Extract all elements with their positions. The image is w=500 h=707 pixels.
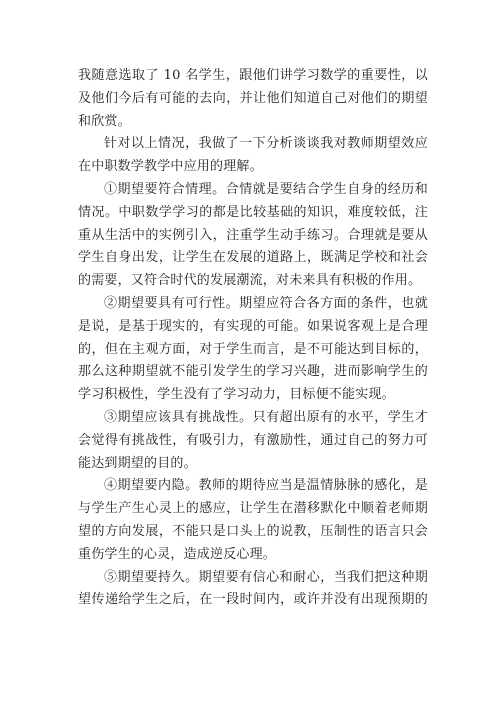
text-line: 及他们今后有可能的去向，并让他们知道自己对他们的期望: [78, 90, 428, 106]
text-line: 情况。中职数学学习的都是比较基础的知识，难度较低，注: [78, 204, 428, 220]
paragraph-3: [78, 179, 428, 293]
document-page: [78, 65, 428, 612]
text-line: 重从生活中的实例引入，注重学生动手练习。合理就是要从: [78, 227, 428, 243]
paragraph-5: [78, 407, 428, 475]
text-line: 望传递给学生之后，在一段时间内，或许并没有出现预期的: [78, 592, 428, 608]
paragraph-4: [78, 293, 428, 407]
text-line: ⑤期望要持久。期望要有信心和耐心，当我们把这种期: [104, 569, 428, 585]
text-line: 和欣赏。: [78, 113, 131, 129]
text-line: 学习积极性，学生没有了学习动力，目标便不能实现。: [78, 387, 395, 403]
text-line: 重伤学生的心灵，造成逆反心理。: [78, 546, 277, 562]
text-line: 与学生产生心灵上的感应，让学生在潜移默化中顺着老师期: [78, 501, 428, 517]
text-line: 那么这种期望就不能引发学生的学习兴趣，进而影响学生的: [78, 364, 428, 380]
paragraph-7: [78, 567, 428, 613]
text-line: 的，但在主观方面，对于学生而言，是不可能达到目标的，: [78, 341, 428, 357]
text-line: 能达到期望的目的。: [78, 455, 197, 471]
text-line: ②期望要具有可行性。期望应符合各方面的条件，也就: [104, 295, 428, 311]
text-line: ④期望要内隐。教师的期待应当是温情脉脉的感化，是: [104, 478, 428, 494]
text-line: 会觉得有挑战性，有吸引力，有激励性，通过自己的努力可: [78, 432, 428, 448]
text-line: 针对以上情况，我做了一下分析谈谈我对教师期望效应: [104, 136, 428, 152]
text-line: 我随意选取了 10 名学生，跟他们讲学习数学的重要性，以: [78, 68, 428, 83]
text-line: 学生自身出发，让学生在发展的道路上，既满足学校和社会: [78, 250, 428, 266]
paragraph-6: [78, 475, 428, 566]
text-line: 望的方向发展，不能只是口头上的说教，压制性的语言只会: [78, 523, 428, 539]
text-line: 是说，是基于现实的，有实现的可能。如果说客观上是合理: [78, 318, 428, 334]
text-line: ③期望应该具有挑战性。只有超出原有的水平，学生才: [104, 409, 428, 425]
text-line: 在中职数学教学中应用的理解。: [78, 159, 263, 175]
paragraph-2: [78, 133, 428, 179]
text-line: 的需要，又符合时代的发展潮流，对未来具有积极的作用。: [78, 273, 422, 289]
text-line: ①期望要符合情理。合情就是要结合学生自身的经历和: [104, 181, 428, 197]
paragraph-1: [78, 65, 428, 133]
